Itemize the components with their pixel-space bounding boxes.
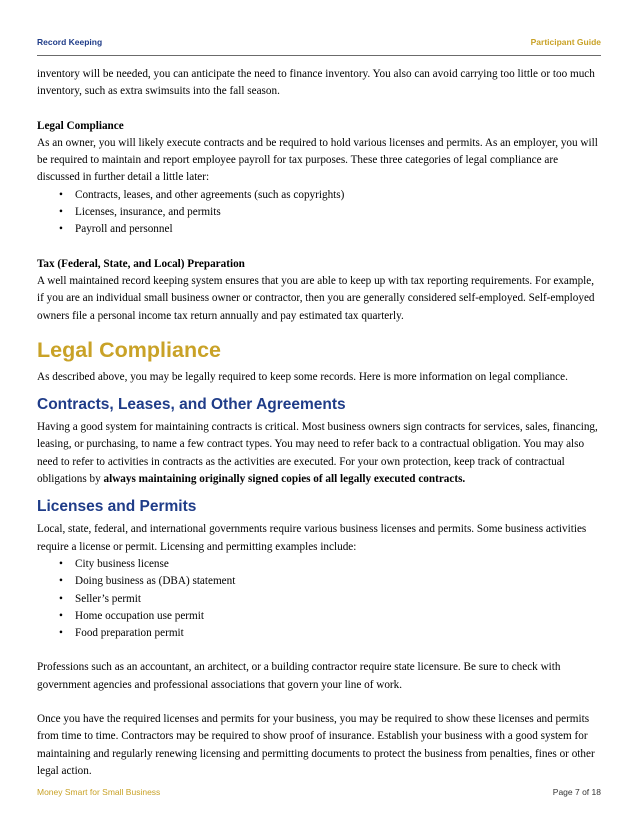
licenses-paragraph: Local, state, federal, and international governments require various business licenses and permits. Some business activities require a license or permit. Licensing and permitting examples include: — [37, 523, 587, 553]
contracts-text: Having a good system for maintaining contracts is critical. Most business owners sign contracts for services, sales, financing, leasing, or purchasing, to name a few contract types. You may need to refer back to a contractual obligation. You may also need to refer to activities in contracts as the activities are executed. For your own protection, keep track of contractual obligations by — [37, 421, 598, 486]
header-right: Participant Guide — [530, 37, 601, 47]
list-item: • Licenses, insurance, and permits — [75, 204, 599, 221]
list-item: • Doing business as (DBA) statement — [75, 573, 599, 590]
legal-subheading: Legal Compliance — [37, 119, 124, 132]
list-item: • Food preparation permit — [75, 625, 599, 642]
intro-continuation: inventory will be needed, you can anticipate the need to finance inventory. You also can avoid carrying too little or too much inventory, such as extra swimsuits into the fall season. — [37, 68, 595, 98]
legal-paragraph: As an owner, you will likely execute contracts and be required to hold various licenses and permits. As an employer, you will be required to maintain and report employee payroll for tax purposes. These three categories of legal compliance are discussed in further detail a little later: — [37, 136, 598, 184]
contracts-bold-text: always maintaining originally signed copies of all legally executed contracts. — [103, 473, 466, 486]
list-item: • Payroll and personnel — [75, 221, 599, 238]
list-item: • Seller’s permit — [75, 591, 599, 608]
header-left: Record Keeping — [37, 37, 103, 47]
licenses-heading: Licenses and Permits — [37, 498, 197, 516]
page-header — [37, 37, 601, 57]
page-footer — [37, 787, 601, 801]
page-body — [37, 66, 599, 780]
tax-paragraph: A well maintained record keeping system ensures that you are able to keep up with tax reporting requirements. For example, if you are an individual small business owner or contractor, then you are generally considered self-employed. Self-employed owners file a personal income tax return annually and pay estimated tax quarterly. — [37, 274, 595, 322]
list-item: • Home occupation use permit — [75, 608, 599, 625]
contracts-heading: Contracts, Leases, and Other Agreements — [37, 396, 346, 414]
footer-left: Money Smart for Small Business — [37, 787, 161, 797]
page-number: Page 7 of 18 — [552, 787, 601, 797]
section-intro: As described above, you may be legally required to keep some records. Here is more information on legal compliance. — [37, 370, 568, 383]
list-item: • City business license — [75, 556, 599, 573]
header-rule — [37, 55, 601, 56]
renewal-paragraph: Once you have the required licenses and permits for your business, you may be required to show these licenses and permits from time to time. Contractors may be required to show proof of insurance. Establish your business with a good system for maintaining and regularly renewing licensing and permitting documents to protect the business from penalties, fines or other legal action. — [37, 713, 595, 777]
licensure-paragraph: Professions such as an accountant, an architect, or a building contractor require state licensure. Be sure to check with government agencies and professional associations that govern your line of work. — [37, 661, 561, 691]
licenses-bullet-list — [37, 556, 599, 642]
list-item: • Contracts, leases, and other agreements (such as copyrights) — [75, 187, 599, 204]
contracts-paragraph — [37, 419, 599, 488]
legal-bullet-list — [37, 187, 599, 239]
section-heading: Legal Compliance — [37, 337, 221, 362]
tax-subheading: Tax (Federal, State, and Local) Preparation — [37, 257, 245, 270]
